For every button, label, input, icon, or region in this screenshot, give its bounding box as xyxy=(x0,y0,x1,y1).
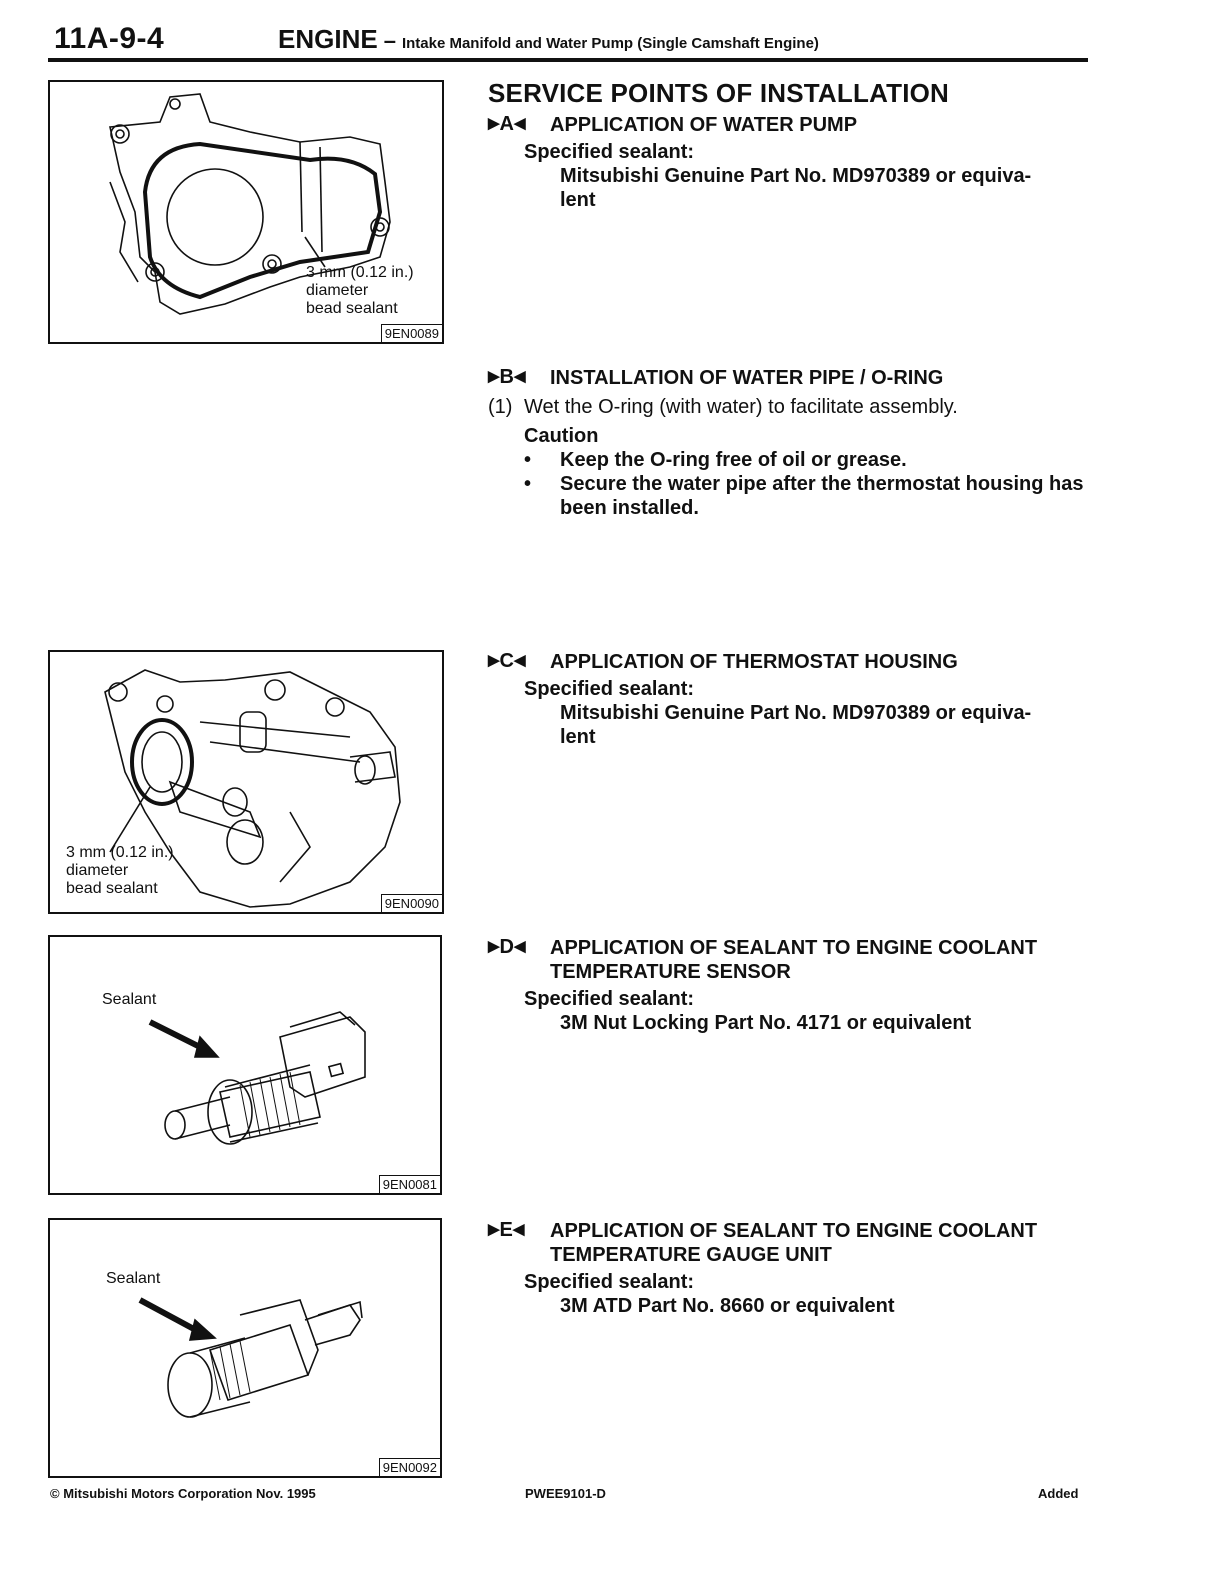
section-e-sealant-label: Specified sealant: xyxy=(524,1271,695,1293)
gauge-unit-illustration xyxy=(50,1220,440,1476)
marker-b: ▶B◀ xyxy=(488,366,526,388)
figure-gauge-unit xyxy=(48,1218,442,1478)
section-c-sealant-value: Mitsubishi Genuine Part No. MD970389 or equiva- xyxy=(560,702,1032,724)
caution-bullet-1: • Keep the O-ring free of oil or grease. xyxy=(524,449,907,471)
figure-code: 9EN0090 xyxy=(381,894,442,912)
page-header xyxy=(48,22,1088,62)
section-b-heading xyxy=(488,366,1098,390)
page-number: 11A-9-4 xyxy=(54,22,165,55)
callout-bead: bead sealant xyxy=(66,880,158,897)
figure-code: 9EN0089 xyxy=(381,324,442,342)
section-d-heading xyxy=(488,936,1098,984)
temperature-sensor-illustration xyxy=(50,937,440,1193)
section-e xyxy=(488,1219,1098,1318)
section-c xyxy=(488,650,1098,749)
section-a-heading xyxy=(488,113,1098,137)
footer-status: Added xyxy=(1038,1486,1079,1501)
section-c-sealant-label: Specified sealant: xyxy=(524,678,695,700)
section-a-sealant-value: Mitsubishi Genuine Part No. MD970389 or equiva- xyxy=(560,165,1032,187)
section-e-title: APPLICATION OF SEALANT TO ENGINE COOLANT TEMPERATURE GAUGE UNIT xyxy=(550,1220,1038,1266)
section-b xyxy=(488,366,1098,520)
section-title xyxy=(278,24,819,55)
callout-diameter: diameter xyxy=(66,862,129,879)
caution-bullet-2: • Secure the water pipe after the thermostat housing has been installed. xyxy=(524,473,1084,519)
section-e-sealant-value: 3M ATD Part No. 8660 or equivalent xyxy=(560,1295,895,1317)
footer-doc-code: PWEE9101-D xyxy=(525,1486,606,1501)
figure-thermostat-housing xyxy=(48,650,444,914)
marker-d: ▶D◀ xyxy=(488,936,526,958)
sensor-sealant-label: Sealant xyxy=(102,991,157,1008)
step-number: (1) xyxy=(488,396,513,418)
section-a xyxy=(488,78,1098,212)
callout-size: 3 mm (0.12 in.) xyxy=(306,264,414,281)
step-text: Wet the O-ring (with water) to facilitate assembly. xyxy=(524,396,958,418)
caution-heading: Caution xyxy=(524,425,599,447)
callout-size: 3 mm (0.12 in.) xyxy=(66,844,174,861)
section-name: ENGINE xyxy=(278,24,378,54)
thermostat-callout xyxy=(66,844,174,898)
section-c-title: APPLICATION OF THERMOSTAT HOUSING xyxy=(550,651,958,673)
section-d xyxy=(488,936,1098,1035)
figure-temperature-sensor xyxy=(48,935,442,1195)
section-c-sealant-value-cont: lent xyxy=(560,726,596,748)
marker-e: ▶E◀ xyxy=(488,1219,525,1241)
footer-copyright: © Mitsubishi Motors Corporation Nov. 1995 xyxy=(50,1486,316,1501)
section-e-heading xyxy=(488,1219,1098,1267)
section-d-sealant-value: 3M Nut Locking Part No. 4171 or equivalent xyxy=(560,1012,972,1034)
gauge-sealant-label: Sealant xyxy=(106,1270,161,1287)
section-b-title: INSTALLATION OF WATER PIPE / O-RING xyxy=(550,367,944,389)
figure-water-pump xyxy=(48,80,444,344)
section-d-title: APPLICATION OF SEALANT TO ENGINE COOLANT TEMPERATURE SENSOR xyxy=(550,937,1038,983)
main-heading: SERVICE POINTS OF INSTALLATION xyxy=(488,78,950,108)
figure-code: 9EN0092 xyxy=(379,1458,440,1476)
callout-bead: bead sealant xyxy=(306,300,398,317)
section-c-heading xyxy=(488,650,1098,674)
callout-diameter: diameter xyxy=(306,282,369,299)
section-b-step xyxy=(488,396,1098,419)
water-pump-callout xyxy=(306,264,414,318)
marker-a: ▶A◀ xyxy=(488,113,526,135)
figure-code: 9EN0081 xyxy=(379,1175,440,1193)
section-d-sealant-label: Specified sealant: xyxy=(524,988,695,1010)
section-a-sealant-label: Specified sealant: xyxy=(524,141,695,163)
section-subtitle: Intake Manifold and Water Pump (Single Camshaft Engine) xyxy=(401,35,819,52)
marker-c: ▶C◀ xyxy=(488,650,526,672)
section-dash: – xyxy=(383,28,396,53)
section-a-title: APPLICATION OF WATER PUMP xyxy=(550,114,858,136)
section-a-sealant-value-cont: lent xyxy=(560,189,596,211)
